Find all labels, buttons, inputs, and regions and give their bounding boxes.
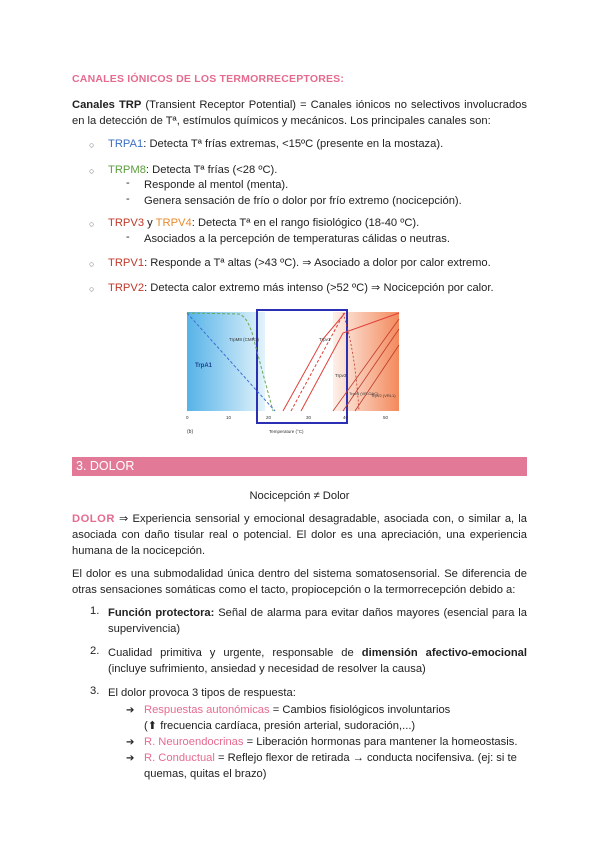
- list-item: TRPV1: Responde a Tª altas (>43 ºC). ⇒ Asociado a dolor por calor extremo.: [108, 257, 491, 269]
- tick-label: 30: [306, 415, 312, 420]
- numbered-point: El dolor provoca 3 tipos de respuesta:: [108, 687, 296, 699]
- label-trpv4: Trpv4 (VR-OAC): [349, 391, 379, 396]
- tick-label: 50: [383, 415, 389, 420]
- cold-gradient: [187, 312, 265, 411]
- list-item: TRPM8: Detecta Tª frías (<28 ºC).: [108, 164, 278, 176]
- trp-temperature-figure: [183, 309, 405, 439]
- tick-label: 40: [343, 415, 349, 420]
- bullet-circle: ○: [89, 284, 95, 294]
- list-number: 3.: [90, 685, 100, 697]
- intro-bold: Canales TRP: [72, 99, 142, 111]
- list-number: 2.: [90, 645, 100, 657]
- sub-item: Responde al mentol (menta).: [144, 179, 289, 191]
- response-item-line2: (⬆ frecuencia cardíaca, presión arterial, sudoración,...): [144, 720, 416, 732]
- nocicepcion-subtitle: Nocicepción ≠ Dolor: [249, 490, 350, 502]
- list-item: TRPA1: Detecta Tª frías extremas, <15ºC (presente en la mostaza).: [108, 138, 444, 150]
- tick-label: 10: [226, 415, 232, 420]
- list-item: TRPV3 y TRPV4: Detecta Tª en el rango fisiológico (18-40 ºC).: [108, 217, 420, 229]
- label-trpm8: TrpM8 (CMR1): [229, 337, 259, 342]
- intro-paragraph: [72, 97, 527, 129]
- dolor-paragraph-2: El dolor es una submodalidad única dentro del sistema somatosensorial. Se diferencia de otras sensaciones somáticas como el tacto, propiocepción o la termorrecepción debido a:: [72, 568, 527, 596]
- label-trpv1: Trpv1: [319, 337, 331, 342]
- bullet-circle: ○: [89, 140, 95, 150]
- panel-label: (b): [187, 429, 194, 435]
- label-trpv3: Trpv3: [335, 373, 347, 378]
- dolor-word: DOLOR: [72, 513, 115, 525]
- arrow-bullet: ➔: [126, 753, 135, 764]
- list-item: TRPV2: Detecta calor extremo más intenso (>52 ºC) ⇒ Nocicepción por calor.: [108, 282, 494, 294]
- bullet-circle: ○: [89, 259, 95, 269]
- tick-label: 0: [186, 415, 189, 420]
- response-item: R. Conductual = Reflejo flexor de retirada → conducta nocifensiva. (ej: si te: [144, 752, 517, 764]
- sub-item: Asociados a la percepción de temperaturas cálidas o neutras.: [144, 233, 450, 245]
- response-item-line2: quemas, quitas el brazo): [144, 768, 267, 780]
- dash-bullet: -: [126, 177, 130, 189]
- numbered-point: Función protectora: Señal de alarma para evitar daños mayores (esencial para la supervivencia): [108, 607, 527, 635]
- section-bar-dolor: [72, 457, 527, 476]
- bullet-circle: ○: [89, 219, 95, 229]
- section-title: 3. DOLOR: [76, 459, 135, 473]
- list-number: 1.: [90, 605, 100, 617]
- arrow-bullet: ➔: [126, 737, 135, 748]
- x-axis-label: Temperature (°C): [269, 429, 304, 434]
- dolor-definition: DOLOR ⇒ Experiencia sensorial y emocional desagradable, asociada con, o similar a, la asociada con daño tisular real o potencial. El dolor es una apreciación, una experiencia humana de la nocicepción.: [72, 513, 527, 557]
- tick-label: 20: [266, 415, 272, 420]
- section-heading: CANALES IÓNICOS DE LOS TERMORRECEPTORES:: [72, 73, 345, 85]
- arrow-bullet: ➔: [126, 705, 135, 716]
- label-trpa1: TrpA1: [195, 363, 213, 369]
- dash-bullet: -: [126, 231, 130, 243]
- sub-item: Genera sensación de frío o dolor por frío extremo (nocicepción).: [144, 195, 462, 207]
- bullet-circle: ○: [89, 166, 95, 176]
- dash-bullet: -: [126, 193, 130, 205]
- intro-text: (Transient Receptor Potential) = Canales iónicos no selectivos involucrados en la detección de Tª, estímulos químicos y mecánicos. Los principales canales son:: [72, 99, 527, 127]
- label-trpv2: TrpV2 (VRL1): [371, 393, 396, 398]
- numbered-point: Cualidad primitiva y urgente, responsable de dimensión afectivo-emocional (incluye sufrimiento, ansiedad y necesidad de resolver la causa): [108, 647, 528, 675]
- response-item: R. Neuroendocrinas = Liberación hormonas para mantener la homeostasis.: [144, 736, 518, 748]
- response-item: Respuestas autonómicas = Cambios fisiológicos involuntarios: [144, 704, 451, 716]
